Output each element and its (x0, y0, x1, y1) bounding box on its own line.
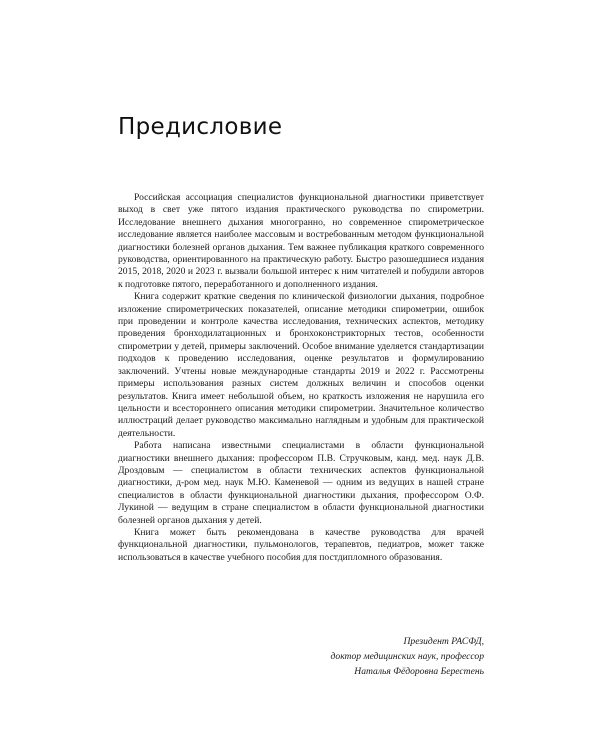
preface-body (118, 192, 484, 564)
paragraph-1: Российская ассоциация специалистов функциональной диагностики приветствует выход в свет уже пятого издания практического руководства по спирометрии. Исследование внешнего дыхания многогранно, но современное спирометрическое исследование является наиболее массовым и востребованным методом функциональной диагностики болезней органов дыхания. Тем важнее публикация краткого современного руководства, ориентированного на практическую работу. Быстро разошедшиеся издания 2015, 2018, 2020 и 2023 г. вызвали большой интерес к ним читателей и побудили авторов к подготовке пятого, переработанного и дополненного издания. (118, 192, 484, 290)
signature-name: Наталья Фёдоровна Берестень (354, 666, 484, 677)
paragraph-3: Работа написана известными специалистами в области функциональной диагностики внешнего дыхания: профессором П.В. Стручковым, канд. мед. наук Д.В. Дроздовым — специалистом в области технических аспектов функциональной диагностики, д-ром мед. наук М.Ю. Каменевой — одним из ведущих в нашей стране специалистов в области функциональной диагностики дыхания, профессором О.Ф. Лукиной — ведущим в стране специалистом в области функциональной диагностики болезней органов дыхания у детей. (118, 440, 484, 526)
signature-role: Президент РАСФД, (403, 636, 484, 647)
signature-block (184, 634, 484, 679)
page-title: Предисловие (118, 114, 283, 140)
signature-degree: доктор медицинских наук, профессор (330, 651, 484, 662)
paragraph-4: Книга может быть рекомендована в качестве руководства для врачей функциональной диагностики, пульмонологов, терапевтов, педиатров, может также использоваться в качестве учебного пособия для постдипломного образования. (118, 526, 484, 563)
paragraph-2: Книга содержит краткие сведения по клинической физиологии дыхания, подробное изложение спирометрических показателей, описание методики спирометрии, ошибок при проведении и контроле качества исследования, технических аспектов, методику проведения бронходилатационных и бронхоконстрикторных тестов, особенности спирометрии у детей, примеры заключений. Особое внимание уделяется стандартизации подходов к проведению исследования, оценке результатов и формулированию заключений. Учтены новые международные стандарты 2019 и 2022 г. Рассмотрены примеры использования разных систем должных величин и способов оценки результатов. Книга имеет небольшой объем, но краткость изложения не нарушила его цельности и всестороннего описания методики спирометрии. Значительное количество иллюстраций делает руководство максимально наглядным и удобным для практической деятельности. (118, 291, 484, 439)
